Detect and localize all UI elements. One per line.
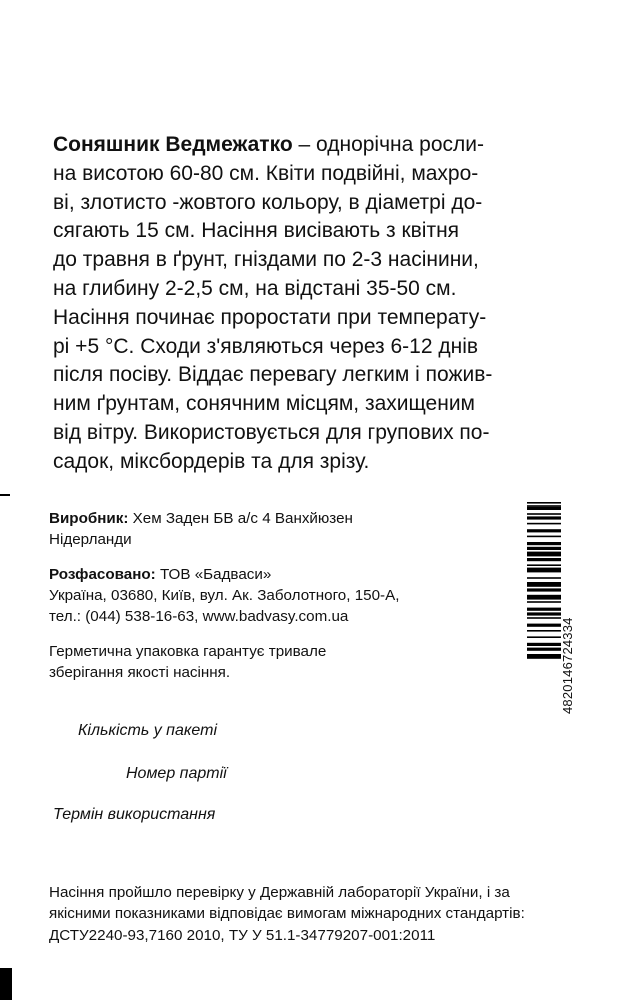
- barcode-bar: [527, 547, 561, 550]
- barcode-bar: [527, 568, 561, 573]
- packer-value: ТОВ «Бадваси»: [155, 566, 272, 583]
- barcode-bar: [527, 558, 561, 561]
- barcode-bar: [527, 542, 561, 545]
- barcode-bar: [527, 516, 561, 519]
- description-line: сягають 15 см. Насіння висівають з квітня: [53, 219, 460, 243]
- barcode-bar: [527, 507, 561, 510]
- expiry-field-label: Термін використання: [53, 806, 216, 823]
- barcode-bar: [527, 608, 561, 611]
- barcode-bar: [527, 654, 561, 659]
- quantity-field-label: Кількість у пакеті: [78, 722, 218, 739]
- packer-contacts: тел.: (044) 538-16-63, www.badvasy.com.ua: [49, 608, 349, 626]
- barcode-bar: [527, 617, 561, 619]
- manufacturer-block: [49, 508, 353, 550]
- description-line: рі +5 °С. Сходи з'являються через 6-12 днів: [53, 334, 479, 358]
- barcode-bar: [527, 552, 561, 557]
- description-line: Насіння починає проростати при температу-: [53, 305, 487, 329]
- barcode-digits: 4820146724334: [560, 617, 575, 714]
- barcode-bar: [527, 630, 561, 632]
- description-line: на глибину 2-2,5 см, на відстані 35-50 см.: [53, 276, 457, 300]
- product-description: [53, 131, 583, 477]
- barcode-bar: [527, 595, 561, 600]
- manufacturer-label: Виробник:: [49, 510, 129, 527]
- description-line: ві, злотисто -жовтого кольору, в діаметрі до-: [53, 190, 483, 214]
- barcode-bar: [527, 648, 561, 651]
- barcode-bar: [527, 588, 561, 591]
- description-line: ним ґрунтам, сонячним місцям, захищеним: [53, 392, 475, 416]
- certification-note: Насіння пройшло перевірку у Державній лабораторії України, і за якісними показниками відповідає вимогам міжнародних стандартів: ДСТУ2240-93,7160 2010, ТУ У 51.1-34779207-001:2011: [49, 884, 525, 944]
- description-line: до травня в ґрунт, гніздами по 2-3 насінини,: [53, 248, 479, 272]
- barcode-bar: [527, 612, 561, 615]
- manufacturer-country: Нідерланди: [49, 531, 132, 549]
- barcode-bar: [527, 582, 561, 587]
- packer-address: Україна, 03680, Київ, вул. Ак. Заболотного, 150-А,: [49, 587, 400, 605]
- barcode-bar: [527, 529, 561, 532]
- description-line: після посіву. Віддає перевагу легким і пожив-: [53, 363, 493, 387]
- barcode-bar: [527, 505, 561, 507]
- barcode-bar: [527, 636, 561, 638]
- barcode-bar: [527, 624, 561, 627]
- barcode-bar: [527, 643, 561, 646]
- hermetic-note: Герметична упаковка гарантує тривале зберігання якості насіння.: [49, 643, 327, 682]
- packer-block: [49, 564, 399, 628]
- batch-field-label: Номер партії: [126, 765, 227, 782]
- barcode-bar: [527, 513, 561, 515]
- barcode-bar: [527, 601, 561, 603]
- barcode-bar: [527, 523, 561, 525]
- description-line-1: Соняшник Ведмежатко – однорічна росли-: [53, 133, 484, 156]
- description-line: на висотою 60-80 см. Квіти подвійні, махро-: [53, 161, 479, 185]
- packer-label: Розфасовано:: [49, 566, 156, 583]
- cut-mark: [0, 494, 10, 496]
- corner-mark: [0, 968, 12, 1000]
- manufacturer-value: Хем Заден БВ а/с 4 Ванхйюзен: [128, 510, 353, 527]
- product-name: Соняшник Ведмежатко: [53, 133, 293, 156]
- description-line: від вітру. Використовується для групових по-: [53, 420, 490, 444]
- barcode-bar: [527, 577, 561, 579]
- barcode-bar: [527, 502, 561, 504]
- description-line: садок, міксбордерів та для зрізу.: [53, 449, 370, 473]
- barcode-bar: [527, 564, 561, 566]
- barcode-bar: [527, 536, 561, 538]
